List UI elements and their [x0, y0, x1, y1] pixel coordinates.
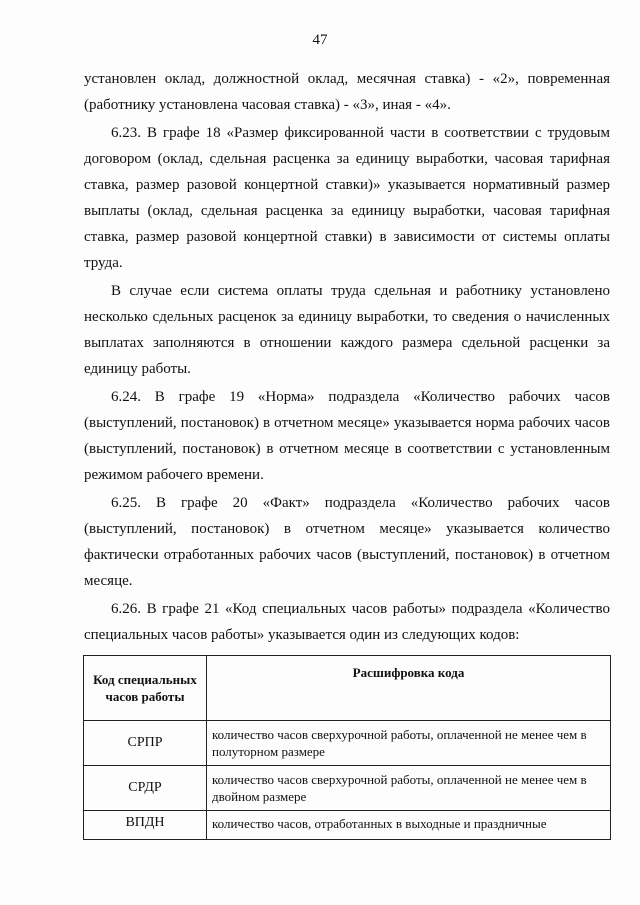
header-description: Расшифровка кода: [207, 656, 611, 721]
paragraph-continuation: установлен оклад, должностной оклад, месячная ставка) - «2», повременная (работнику установлена часовая ставка) - «3», иная - «4».: [84, 71, 610, 113]
paragraph-6-26: 6.26. В графе 21 «Код специальных часов работы» подраздела «Количество специальных часов работы» указывается один из следующих кодов:: [84, 601, 610, 643]
paragraph-piecework-note: В случае если система оплаты труда сдельная и работнику установлено несколько сдельных расценок за единицу выработки, то сведения о начисленных выплатах заполняются в отношении каждого размера сдельной расценки за единицу работы.: [84, 283, 610, 377]
row-description: количество часов, отработанных в выходные и праздничные: [207, 811, 611, 840]
row-description: количество часов сверхурочной работы, оплаченной не менее чем в двойном размере: [207, 766, 611, 811]
page-number: 47: [312, 32, 328, 48]
paragraph-6-23: 6.23. В графе 18 «Размер фиксированной части в соответствии с трудовым договором (оклад, сдельная расценка за единицу выработки, часовая тарифная ставка, размер разовой концертной ставки)» указывается нормативный размер выплаты (оклад, сдельная расценка за единицу выработки, часовая тарифная ставка, размер разовой концертной ставки) в зависимости от системы оплаты труда.: [84, 125, 610, 271]
row-description: количество часов сверхурочной работы, оплаченной не менее чем в полуторном размере: [207, 721, 611, 766]
paragraph-6-24: 6.24. В графе 19 «Норма» подраздела «Количество рабочих часов (выступлений, постановок) в отчетном месяце» указывается норма рабочих часов (выступлений, постановок) в отчетном месяце в соответствии с установленным режимом рабочего времени.: [84, 389, 610, 483]
page-bottom-margin: [0, 843, 640, 905]
special-hours-codes-table: [83, 655, 611, 840]
row-code: СРПР: [84, 721, 207, 766]
table-header-row: [84, 656, 611, 721]
document-body: [84, 66, 610, 648]
paragraph-6-25: 6.25. В графе 20 «Факт» подраздела «Количество рабочих часов (выступлений, постановок) в отчетном месяце» указывается количество фактически отработанных рабочих часов (выступлений, постановок) в отчетном месяце.: [84, 495, 610, 589]
table-row: [84, 721, 611, 766]
row-code: СРДР: [84, 766, 207, 811]
row-code: ВПДН: [84, 811, 207, 840]
table-row: [84, 766, 611, 811]
header-code: Код специальных часов работы: [84, 656, 207, 721]
table-row: [84, 811, 611, 840]
